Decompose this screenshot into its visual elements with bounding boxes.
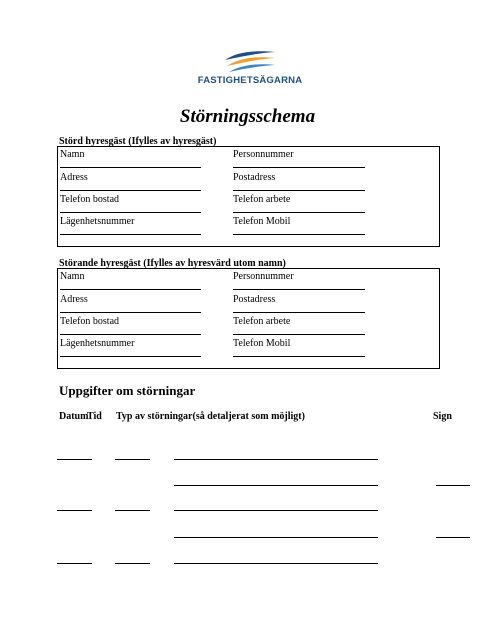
s2-apartment-label: Lägenhetsnummer <box>60 338 135 349</box>
entry-type-field[interactable] <box>174 537 378 538</box>
entry-time-field[interactable] <box>115 510 150 511</box>
s2-personnummer-label: Personnummer <box>233 271 294 282</box>
s1-address-label: Adress <box>60 172 88 183</box>
s2-personnummer-field[interactable] <box>233 289 365 290</box>
s2-postadress-label: Postadress <box>233 294 276 305</box>
s2-apartment-field[interactable] <box>60 356 201 357</box>
entry-type-field[interactable] <box>174 563 378 564</box>
col-typ: Typ av störningar(så detaljerat som möjligt) <box>116 411 305 422</box>
s2-phone-home-field[interactable] <box>60 334 201 335</box>
entry-time-field[interactable] <box>115 563 150 564</box>
entry-time-field[interactable] <box>115 459 150 460</box>
s1-apartment-field[interactable] <box>60 234 201 235</box>
entry-sign-field[interactable] <box>436 485 470 486</box>
s2-postadress-field[interactable] <box>233 312 365 313</box>
s1-apartment-label: Lägenhetsnummer <box>60 216 135 227</box>
s2-phone-work-label: Telefon arbete <box>233 316 291 327</box>
entry-type-field[interactable] <box>174 485 378 486</box>
entry-sign-field[interactable] <box>436 537 470 538</box>
s1-name-field[interactable] <box>60 167 201 168</box>
logo-mark-icon <box>223 44 277 74</box>
s1-postadress-field[interactable] <box>233 190 365 191</box>
s1-personnummer-label: Personnummer <box>233 149 294 160</box>
logo-wordmark: FASTIGHETSÄGARNA <box>197 75 303 86</box>
s2-name-field[interactable] <box>60 289 201 290</box>
s2-phone-mobile-label: Telefon Mobil <box>233 338 291 349</box>
entry-type-field[interactable] <box>174 510 378 511</box>
s1-phone-home-label: Telefon bostad <box>60 194 120 205</box>
s2-name-label: Namn <box>60 271 85 282</box>
s1-phone-mobile-field[interactable] <box>233 234 365 235</box>
s2-phone-work-field[interactable] <box>233 334 365 335</box>
s2-phone-home-label: Telefon bostad <box>60 316 120 327</box>
col-tid: Tid <box>87 411 102 422</box>
fastighetsagarna-logo <box>190 44 310 90</box>
s1-phone-home-field[interactable] <box>60 212 201 213</box>
entry-date-field[interactable] <box>57 459 92 460</box>
s1-name-label: Namn <box>60 149 85 160</box>
s2-address-field[interactable] <box>60 312 201 313</box>
section2-heading: Störande hyresgäst (Ifylles av hyresvärd utom namn) <box>59 258 286 269</box>
s1-address-field[interactable] <box>60 190 201 191</box>
col-datum: Datum <box>59 411 89 422</box>
col-sign: Sign <box>433 411 452 422</box>
disturbances-heading: Uppgifter om störningar <box>59 383 196 398</box>
s1-phone-work-label: Telefon arbete <box>233 194 291 205</box>
s1-personnummer-field[interactable] <box>233 167 365 168</box>
entry-date-field[interactable] <box>57 563 92 564</box>
s2-address-label: Adress <box>60 294 88 305</box>
s1-phone-work-field[interactable] <box>233 212 365 213</box>
s2-phone-mobile-field[interactable] <box>233 356 365 357</box>
page-title: Störningsschema <box>179 106 316 127</box>
s1-phone-mobile-label: Telefon Mobil <box>233 216 291 227</box>
section1-heading: Störd hyresgäst (Ifylles av hyresgäst) <box>59 136 217 147</box>
entry-date-field[interactable] <box>57 510 92 511</box>
entry-type-field[interactable] <box>174 459 378 460</box>
s1-postadress-label: Postadress <box>233 172 276 183</box>
